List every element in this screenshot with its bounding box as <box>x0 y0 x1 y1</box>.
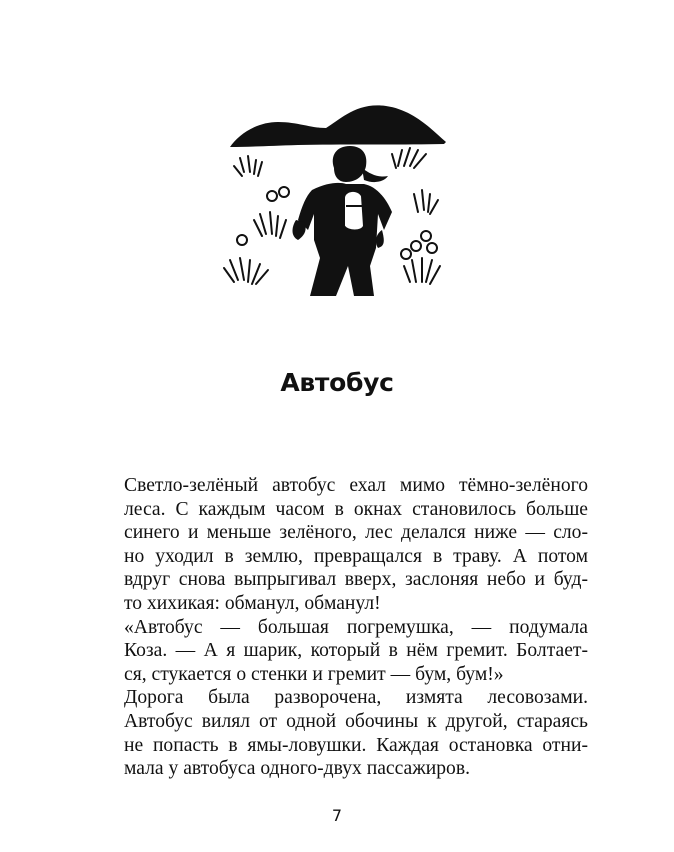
paragraph-3 <box>104 686 588 780</box>
paragraph-1 <box>104 474 588 616</box>
backpack-icon <box>344 191 364 231</box>
text-line: «Автобус — большая погремушка, — подумала <box>124 616 588 638</box>
text-line: Автобус вилял от одной обочины к другой, стараясь <box>124 710 588 732</box>
text-line: Дорога была разворочена, измята лесовозами. <box>124 687 588 709</box>
text-line: вдруг снова выпрыгивал вверх, заслоняя небо и буд- <box>124 569 588 591</box>
paragraph-2 <box>104 616 588 687</box>
text-line: синего и меньше зелёного, лес делался ниже — сло- <box>124 522 588 544</box>
text-line: не попасть в ямы-ловушки. Каждая остановка отни- <box>124 734 588 756</box>
text-line: леса. С каждым часом в окнах становилось больше <box>124 498 588 520</box>
girl-figure <box>293 146 393 296</box>
chapter-body <box>104 474 588 781</box>
text-line: но уходил в землю, превращался в траву. А потом <box>124 545 588 567</box>
text-line: Светло-зелёный автобус ехал мимо тёмно-зелёного <box>124 475 588 496</box>
cloud-icon <box>230 105 446 147</box>
text-line: то хихикая: обманул, обманул! <box>124 592 381 614</box>
page-number: 7 <box>331 806 343 825</box>
chapter-title: Автобус <box>280 368 394 397</box>
text-line: ся, стукается о стенки и гремит — бум, бум!» <box>124 663 504 685</box>
text-line: Коза. — А я шарик, который в нём гремит. Болтает- <box>124 640 588 662</box>
girl-with-backpack-illustration <box>218 90 458 305</box>
text-line: мала у автобуса одного-двух пассажиров. <box>124 758 470 780</box>
